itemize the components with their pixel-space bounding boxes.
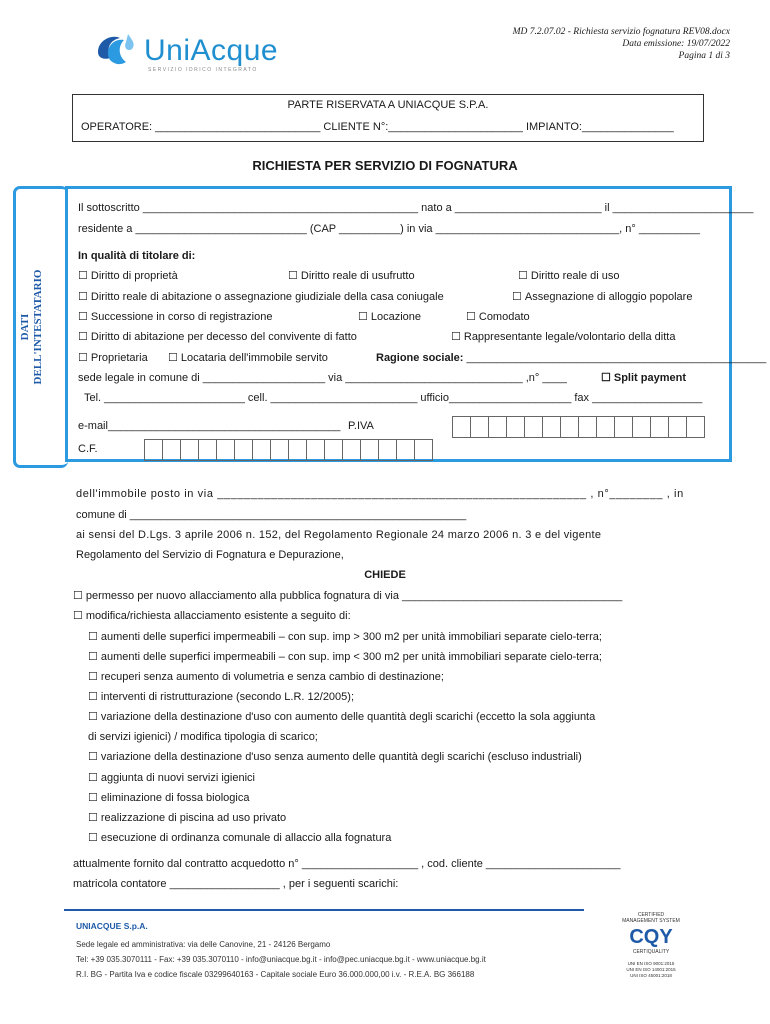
checkbox-alloggio[interactable]: ☐ Assegnazione di alloggio popolare: [512, 290, 692, 304]
issue-date: Data emissione: 19/07/2022: [622, 39, 730, 49]
checkbox-sub-4[interactable]: ☐ interventi di ristrutturazione (secondo L.R. 12/2005);: [88, 690, 354, 704]
checkbox-rappresentante[interactable]: ☐ Rappresentante legale/volontario della ditta: [451, 330, 675, 344]
matricola-line[interactable]: matricola contatore __________________ , per i seguenti scarichi:: [73, 878, 399, 890]
ragione-sociale-line[interactable]: _________________________________________________: [463, 352, 767, 364]
document-meta: [513, 26, 730, 62]
checkbox-sub-5[interactable]: ☐ variazione della destinazione d'uso con aumento delle quantità degli scarichi (eccetto la sola aggiunta: [88, 710, 595, 724]
checkbox-proprietaria[interactable]: ☐ Proprietaria: [78, 351, 148, 365]
uniacque-logo: [90, 30, 280, 78]
checkbox-decesso[interactable]: ☐ Diritto di abitazione per decesso del convivente di fatto: [78, 330, 357, 344]
owner-name-line[interactable]: Il sottoscritto _____________________________________________ nato a ________________________ il _______________________: [78, 202, 754, 214]
cert-mark: CQY: [629, 926, 673, 948]
footer-company: UNIACQUE S.p.A.: [76, 921, 148, 931]
checkbox-sub-1[interactable]: ☐ aumenti delle superfici impermeabili – con sup. imp > 300 m2 per unità immobiliari separate cielo-terra;: [88, 630, 602, 644]
legal-text-2: Regolamento del Servizio di Fognatura e Depurazione,: [76, 549, 344, 561]
drop-icon: [90, 30, 142, 74]
reserved-fields[interactable]: OPERATORE: ___________________________ CLIENTE N°:______________________ IMPIANTO:_______________: [81, 121, 674, 133]
owner-side-tab: [13, 186, 68, 468]
footer-address: Sede legale ed amministrativa: via delle Canovine, 21 - 24126 Bergamo: [76, 940, 331, 949]
checkbox-sub-2[interactable]: ☐ aumenti delle superfici impermeabili – con sup. imp < 300 m2 per unità immobiliari separate cielo-terra;: [88, 650, 602, 664]
logo-tagline: SERVIZIO IDRICO INTEGRATO: [148, 67, 258, 73]
chiede-heading: CHIEDE: [364, 569, 406, 581]
sub-5-continuation: di servizi igienici) / modifica tipologia di scarico;: [88, 731, 318, 743]
legal-text-1: ai sensi del D.Lgs. 3 aprile 2006 n. 152, del Regolamento Regionale 24 marzo 2006 n. 3 e del vigente: [76, 529, 602, 541]
cert-top: CERTIFIED MANAGEMENT SYSTEM: [622, 912, 680, 924]
title-heading: In qualità di titolare di:: [78, 250, 196, 262]
checkbox-locazione[interactable]: ☐ Locazione: [358, 310, 421, 324]
checkbox-sub-3[interactable]: ☐ recuperi senza aumento di volumetria e senza cambio di destinazione;: [88, 670, 444, 684]
phone-line[interactable]: Tel. _______________________ cell. ________________________ ufficio____________________ fax __________________: [84, 392, 703, 404]
checkbox-split-payment[interactable]: ☐ Split payment: [601, 371, 686, 385]
ragione-sociale-label: Ragione sociale:: [376, 352, 464, 364]
form-title: RICHIESTA PER SERVIZIO DI FOGNATURA: [252, 158, 518, 173]
checkbox-locataria[interactable]: ☐ Locataria dell'immobile servito: [168, 351, 328, 365]
footer-rule: [64, 909, 584, 911]
owner-residence-line[interactable]: residente a ____________________________ (CAP __________) in via ______________________________, n° __________: [78, 223, 700, 235]
reserved-section: [72, 94, 704, 142]
piva-boxes[interactable]: [452, 416, 705, 438]
comune-line[interactable]: comune di _______________________________________________________: [76, 509, 467, 521]
ragione-sociale-field[interactable]: [376, 351, 766, 365]
sede-legale-line[interactable]: sede legale in comune di ____________________ via _____________________________ ,n° ____: [78, 372, 567, 384]
checkbox-abitazione[interactable]: ☐ Diritto reale di abitazione o assegnazione giudiziale della casa coniugale: [78, 290, 444, 304]
cert-norms: UNI EN ISO 9001:2015 UNI EN ISO 14001:2015 UNI ISO 45001:2018: [626, 961, 676, 978]
cert-brand: CERTIQUALITY: [632, 949, 670, 955]
checkbox-uso[interactable]: ☐ Diritto reale di uso: [518, 269, 620, 283]
page-number: Pagina 1 di 3: [678, 51, 730, 61]
immobile-line[interactable]: dell'immobile posto in via _______________________________________________________ , n°________ , in: [76, 488, 684, 500]
owner-side-label: DATI DELL'INTESTATARIO: [19, 269, 44, 385]
checkbox-permesso[interactable]: ☐ permesso per nuovo allacciamento alla pubblica fognatura di via ____________________________________: [73, 589, 622, 603]
logo-wordmark: UniAcque: [144, 34, 279, 67]
checkbox-modifica[interactable]: ☐ modifica/richiesta allacciamento esistente a seguito di:: [73, 609, 351, 623]
cf-boxes[interactable]: [144, 439, 433, 461]
footer-registry: R.I. BG - Partita Iva e codice fiscale 03299640163 - Capitale sociale Euro 36.000.000,00 i.v. - R.E.A. BG 366188: [76, 970, 475, 979]
reserved-title: PARTE RISERVATA A UNIACQUE S.P.A.: [287, 99, 489, 111]
checkbox-sub-8[interactable]: ☐ eliminazione di fossa biologica: [88, 791, 249, 805]
checkbox-successione[interactable]: ☐ Successione in corso di registrazione: [78, 310, 272, 324]
piva-label: P.IVA: [348, 420, 374, 432]
footer-contacts: Tel: +39 035.3070111 - Fax: +39 035.3070110 - info@uniacque.bg.it - info@pec.uniacque.bg.it - www.uniacque.bg.it: [76, 955, 486, 964]
checkbox-sub-10[interactable]: ☐ esecuzione di ordinanza comunale di allaccio alla fognatura: [88, 831, 391, 845]
checkbox-sub-9[interactable]: ☐ realizzazione di piscina ad uso privato: [88, 811, 286, 825]
contratto-line[interactable]: attualmente fornito dal contratto acquedotto n° ___________________ , cod. cliente ______________________: [73, 858, 621, 870]
cf-label: C.F.: [78, 443, 98, 455]
checkbox-proprieta[interactable]: ☐ Diritto di proprietà: [78, 269, 178, 283]
checkbox-usufrutto[interactable]: ☐ Diritto reale di usufrutto: [288, 269, 415, 283]
checkbox-sub-6[interactable]: ☐ variazione della destinazione d'uso senza aumento delle quantità degli scarichi (escluso industriali): [88, 750, 582, 764]
doc-code: MD 7.2.07.02 - Richiesta servizio fognatura REV08.docx: [512, 27, 730, 37]
checkbox-comodato[interactable]: ☐ Comodato: [466, 310, 530, 324]
checkbox-sub-7[interactable]: ☐ aggiunta di nuovi servizi igienici: [88, 771, 255, 785]
certiquality-badge: [614, 912, 688, 994]
owner-data-box: [65, 186, 767, 462]
email-field[interactable]: e-mail______________________________________: [78, 420, 341, 432]
